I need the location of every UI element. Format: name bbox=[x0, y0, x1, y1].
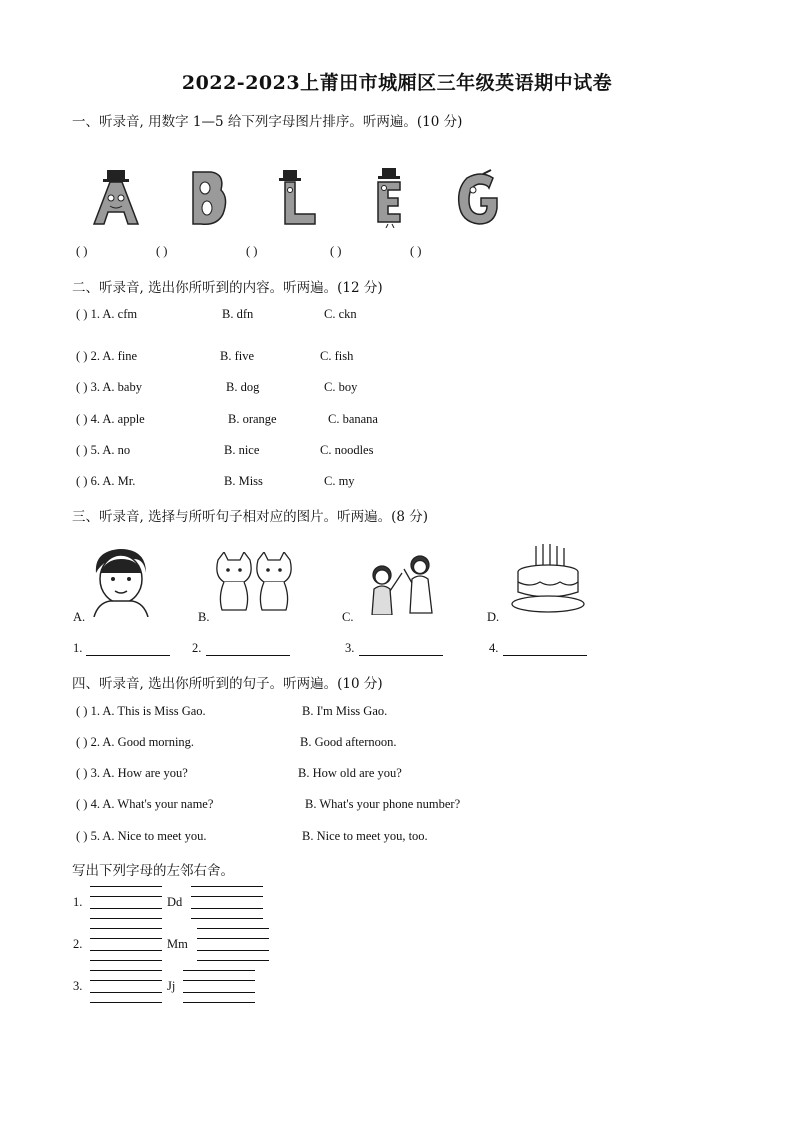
question-4-5-a: ( ) 5. A. Nice to meet you. bbox=[76, 829, 207, 843]
question-2-5: ( ) 5. A. no bbox=[76, 443, 131, 457]
answer-paren-5[interactable]: ( ) bbox=[410, 244, 422, 258]
two-cats-picture bbox=[214, 552, 296, 616]
answer-paren-3[interactable]: ( ) bbox=[246, 244, 258, 258]
boy-face-picture bbox=[88, 545, 154, 621]
guide-line bbox=[183, 1002, 255, 1003]
letter-g-picture bbox=[453, 168, 503, 232]
question-2-6-b: B. Miss bbox=[224, 474, 263, 488]
letter-item-num-1: 1. bbox=[73, 895, 83, 909]
answer-blank-4[interactable] bbox=[503, 655, 587, 656]
writing-line-right-1[interactable] bbox=[191, 908, 263, 909]
writing-line-right-2[interactable] bbox=[197, 950, 269, 951]
answer-paren-4[interactable]: ( ) bbox=[330, 244, 342, 258]
section-1-heading: 一、听录音, 用数字 1—5 给下列字母图片排序。听两遍。(10 分) bbox=[72, 114, 463, 130]
question-4-1-a: ( ) 1. A. This is Miss Gao. bbox=[76, 704, 206, 718]
answer-blank-3[interactable] bbox=[359, 655, 443, 656]
writing-line-left-1[interactable] bbox=[90, 908, 162, 909]
question-2-3-c: C. boy bbox=[324, 380, 358, 394]
question-4-2-a: ( ) 2. A. Good morning. bbox=[76, 735, 195, 749]
section-2-heading: 二、听录音, 选出你所听到的内容。听两遍。(12 分) bbox=[72, 280, 383, 296]
picture-label-b: B. bbox=[198, 610, 210, 624]
section-3-heading: 三、听录音, 选择与所听句子相对应的图片。听两遍。(8 分) bbox=[72, 509, 428, 525]
section-4-heading: 四、听录音, 选出你所听到的句子。听两遍。(10 分) bbox=[72, 676, 383, 692]
question-4-3-a: ( ) 3. A. How are you? bbox=[76, 766, 188, 780]
question-2-2: ( ) 2. A. fine bbox=[76, 349, 138, 363]
question-2-1: ( ) 1. A. cfm bbox=[76, 307, 138, 321]
guide-line bbox=[183, 970, 255, 971]
question-2-4-c: C. banana bbox=[328, 412, 378, 426]
letter-b-picture bbox=[187, 168, 231, 232]
picture-label-c: C. bbox=[342, 610, 354, 624]
question-2-4: ( ) 4. A. apple bbox=[76, 412, 145, 426]
kids-high-five-picture bbox=[364, 553, 438, 619]
letter-l-picture bbox=[275, 168, 325, 232]
question-2-6: ( ) 6. A. Mr. bbox=[76, 474, 136, 488]
question-2-3-b: B. dog bbox=[226, 380, 260, 394]
section-5-heading: 写出下列字母的左邻右舍。 bbox=[72, 863, 234, 879]
blank-label-1: 1. bbox=[73, 641, 83, 655]
answer-blank-1[interactable] bbox=[86, 655, 170, 656]
guide-line bbox=[90, 960, 162, 961]
guide-line bbox=[90, 886, 162, 887]
question-2-3: ( ) 3. A. baby bbox=[76, 380, 142, 394]
blank-label-2: 2. bbox=[192, 641, 202, 655]
answer-blank-2[interactable] bbox=[206, 655, 290, 656]
guide-line bbox=[191, 918, 263, 919]
question-2-5-c: C. noodles bbox=[320, 443, 374, 457]
question-2-2-c: C. fish bbox=[320, 349, 354, 363]
writing-line-left-2[interactable] bbox=[90, 950, 162, 951]
guide-line bbox=[90, 970, 162, 971]
guide-line bbox=[191, 886, 263, 887]
letter-item-3: Jj bbox=[167, 979, 176, 993]
guide-line bbox=[197, 938, 269, 939]
blank-label-4: 4. bbox=[489, 641, 499, 655]
question-4-4-a: ( ) 4. A. What's your name? bbox=[76, 797, 214, 811]
answer-paren-2[interactable]: ( ) bbox=[156, 244, 168, 258]
letter-item-num-2: 2. bbox=[73, 937, 83, 951]
letter-item-num-3: 3. bbox=[73, 979, 83, 993]
question-2-1-b: B. dfn bbox=[222, 307, 254, 321]
question-4-4-b: B. What's your phone number? bbox=[305, 797, 461, 811]
writing-line-left-3[interactable] bbox=[90, 992, 162, 993]
picture-label-a: A. bbox=[73, 610, 86, 624]
question-4-2-b: B. Good afternoon. bbox=[300, 735, 397, 749]
letter-a-picture bbox=[88, 168, 144, 232]
question-4-3-b: B. How old are you? bbox=[298, 766, 402, 780]
guide-line bbox=[90, 928, 162, 929]
guide-line bbox=[90, 896, 162, 897]
guide-line bbox=[90, 1002, 162, 1003]
picture-label-d: D. bbox=[487, 610, 500, 624]
guide-line bbox=[197, 960, 269, 961]
letter-item-1: Dd bbox=[167, 895, 183, 909]
question-2-5-b: B. nice bbox=[224, 443, 260, 457]
guide-line bbox=[191, 896, 263, 897]
question-2-2-b: B. five bbox=[220, 349, 255, 363]
page-title: 2022-2023上莆田市城厢区三年级英语期中试卷 bbox=[181, 72, 613, 94]
answer-paren-1[interactable]: ( ) bbox=[76, 244, 88, 258]
letter-e-picture bbox=[370, 168, 410, 232]
writing-line-right-3[interactable] bbox=[183, 992, 255, 993]
blank-label-3: 3. bbox=[345, 641, 355, 655]
letter-item-2: Mm bbox=[167, 937, 188, 951]
guide-line bbox=[90, 980, 162, 981]
question-4-5-b: B. Nice to meet you, too. bbox=[302, 829, 428, 843]
question-4-1-b: B. I'm Miss Gao. bbox=[302, 704, 388, 718]
question-2-6-c: C. my bbox=[324, 474, 355, 488]
question-2-4-b: B. orange bbox=[228, 412, 277, 426]
guide-line bbox=[90, 918, 162, 919]
guide-line bbox=[90, 938, 162, 939]
guide-line bbox=[183, 980, 255, 981]
birthday-cake-picture bbox=[510, 542, 586, 620]
guide-line bbox=[197, 928, 269, 929]
question-2-1-c: C. ckn bbox=[324, 307, 357, 321]
